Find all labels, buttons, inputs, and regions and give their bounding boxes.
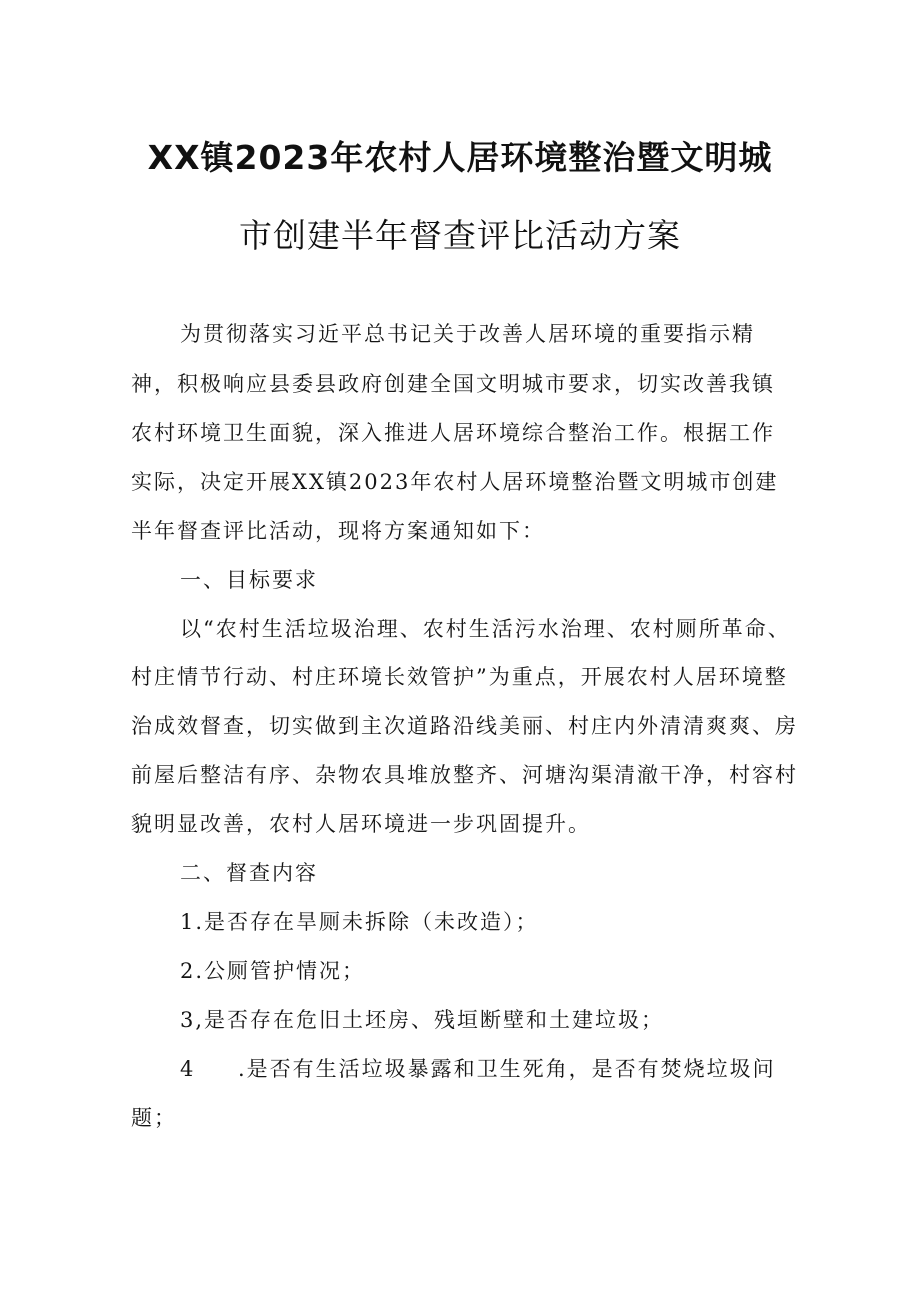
document-title-line-2: 市创建半年督查评比活动方案	[239, 216, 681, 255]
section-1-heading: 一、目标要求	[180, 568, 318, 592]
list-item-2: 2.公厕管护情况；	[180, 959, 366, 983]
list-item-1: 1.是否存在旱厕未拆除（未改造）；	[180, 910, 539, 934]
intro-line-1: 为贯彻落实习近平总书记关于改善人居环境的重要指示精	[180, 322, 755, 346]
list-item-3: 3,是否存在危旧土坯房、残垣断壁和土建垃圾；	[180, 1008, 665, 1032]
section-1-line-3: 治成效督查，切实做到主次道路沿线美丽、村庄内外清清爽爽、房	[131, 714, 798, 738]
section-1-line-2: 村庄情节行动、村庄环境长效管护”为重点，开展农村人居环境整	[131, 665, 788, 689]
list-item-4-number: 4	[180, 1057, 196, 1081]
intro-line-2: 神，积极响应县委县政府创建全国文明城市要求，切实改善我镇	[131, 372, 775, 396]
intro-line-4: 实际，决定开展XX镇2023年农村人居环境整治暨文明城市创建	[131, 470, 779, 494]
section-1-line-5: 貌明显改善，农村人居环境进一步巩固提升。	[131, 812, 591, 836]
intro-line-3: 农村环境卫生面貌，深入推进人居环境综合整治工作。根据工作	[131, 421, 775, 445]
section-2-heading: 二、督查内容	[180, 861, 318, 885]
document-title-line-1: XX镇2023年农村人居环境整治暨文明城	[147, 138, 773, 177]
section-1-line-4: 前屋后整洁有序、杂物农具堆放整齐、河塘沟渠清澈干净，村容村	[131, 763, 798, 787]
list-item-4-line-1: .是否有生活垃圾暴露和卫生死角，是否有焚烧垃圾问	[238, 1057, 776, 1081]
intro-line-5: 半年督查评比活动，现将方案通知如下：	[131, 519, 545, 543]
list-item-4-line-2: 题；	[131, 1106, 177, 1130]
section-1-line-1: 以“农村生活垃圾治理、农村生活污水治理、农村厕所革命、	[180, 617, 791, 641]
